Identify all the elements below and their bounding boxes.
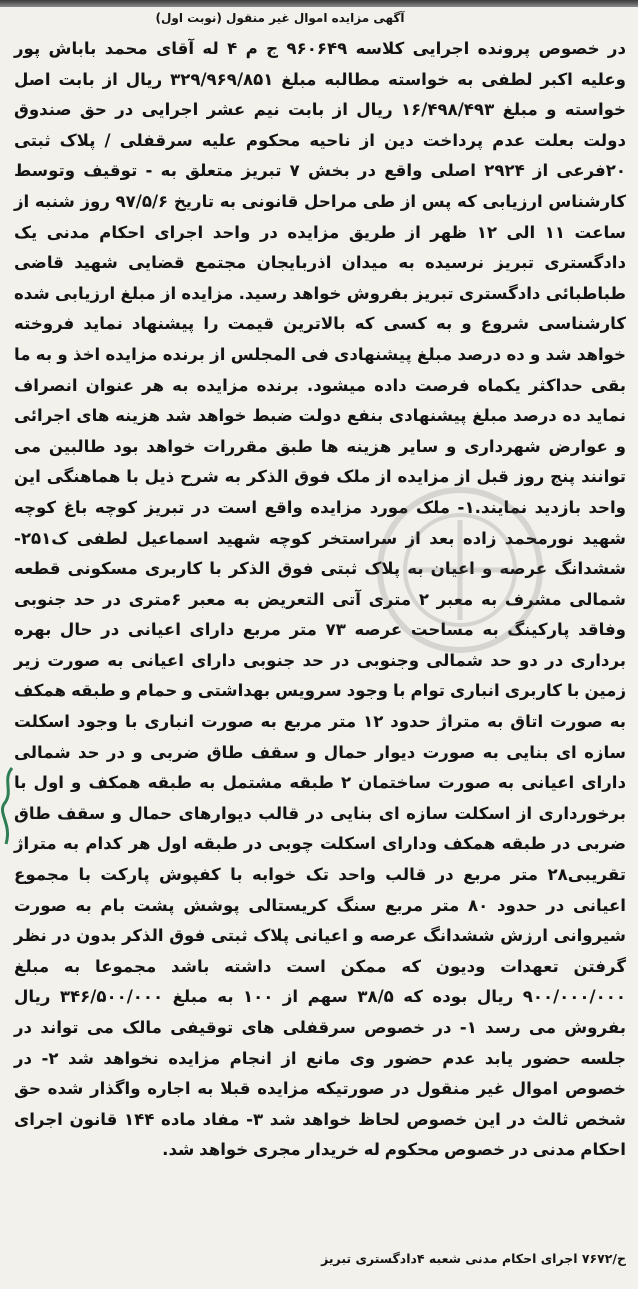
notice-footer: ح/۷۶۷۲ اجرای احکام مدنی شعبه ۴دادگستری تبریز — [321, 1251, 626, 1266]
notice-title: آگهی مزایده اموال غیر منقول (نوبت اول) — [155, 11, 405, 25]
margin-pen-mark-icon — [0, 766, 16, 846]
notice-body: در خصوص پرونده اجرایی کلاسه ۹۶۰۶۴۹ ج م ۴ له آقای محمد باباش پور وعلیه اکبر لطفی به خواسته مطالبه مبلغ ۳۲۹/۹۶۹/۸۵۱ ریال از بابت اصل خواسته و مبلغ ۱۶/۴۹۸/۴۹۳ ریال از بابت نیم عشر اجرایی در حق صندوق دولت بعلت عدم پرداخت دین از ناحیه محکوم علیه سرقفلی / پلاک ثبتی ۲۰فرعی از ۲۹۲۴ اصلی واقع در بخش ۷ تبریز متعلق به - توقیف وتوسط کارشناس ارزیابی که پس از طی مراحل قانونی به تاریخ ۹۷/۵/۶ روز شنبه از ساعت ۱۱ الی ۱۲ ظهر از طریق مزایده در واحد اجرای احکام مدنی یک دادگستری تبریز نرسیده به میدان اذربایجان مجتمع قضایی شهید قاضی طباطبائی دادگستری تبریز بفروش خواهد رسید. مزایده از مبلغ ارزیابی شده کارشناسی شروع و به کسی که بالاترین قیمت را پیشنهاد نماید فروخته خواهد شد و ده درصد مبلغ پیشنهادی فی المجلس از برنده مزایده اخذ و به ما بقی حداکثر یکماه فرصت داده میشود. برنده مزایده به هر عنوان انصراف نماید ده درصد مبلغ پیشنهادی بنفع دولت ضبط خواهد شد هزینه های اجرائی و عوارض شهرداری و سایر هزینه ها طبق مقررات خواهد بود طالبین می توانند پنج روز قبل از مزایده از ملک فوق الذکر به شرح ذیل با هماهنگی این واحد بازدید نمایند.۱- ملک مورد مزایده واقع است در تبریز کوچه باغ کوچه شهید نورمحمد زاده بعد از سراستخر کوچه شهید اسماعیل لطفی ک۲۵۱-ششدانگ عرصه و اعیان به پلاک ثبتی فوق الذکر با کاربری مسکونی قطعه شمالی مشرف به معبر ۲ متری آتی التعریض به معبر ۶متری در حد جنوبی وفاقد پارکینگ به مساحت عرصه ۷۳ متر مربع دارای اعیانی در حال بهره برداری در دو حد شمالی وجنوبی در حد جنوبی دارای اعیانی به صورت زیر زمین با کاربری انباری توام با وجود سرویس بهداشتی و حمام و طبقه همکف به صورت اتاق به متراژ حدود ۱۲ متر مربع به صورت انباری با وجود اسکلت سازه ای بنایی به صورت دیوار حمال و سقف طاق ضربی و در حد شمالی دارای اعیانی به صورت ساختمان ۲ طبقه مشتمل به طبقه همکف و اول با برخورداری از اسکلت سازه ای بنایی در قالب دیوارهای حمال و سقف طاق ضربی در طبقه همکف ودارای اسکلت چوبی در طبقه اول هر کدام به متراژ تقریبی۲۸ متر مربع در قالب واحد تک خوابه با کفپوش پارکت با مجموع اعیانی در حدود ۸۰ متر مربع سنگ کریستالی پوشش پشت بام به صورت شیروانی ارزش ششدانگ عرصه و اعیانی پلاک ثبتی فوق الذکر بدون در نظر گرفتن تعهدات ودیون که ممکن است داشته باشد مجموعا به مبلغ ۹۰۰/۰۰۰/۰۰۰ ریال بوده که ۳۸/۵ سهم از ۱۰۰ به مبلغ ۳۴۶/۵۰۰/۰۰۰ ریال بفروش می رسد ۱- در خصوص سرقفلی های توقیفی مالک می تواند در جلسه حضور یابد عدم حضور وی مانع از انجام مزایده نخواهد شد ۲- در خصوص اموال غیر منقول در صورتیکه مزایده قبلا به اجاره واگذار شده حق شخص ثالث در این خصوص لحاظ خواهد شد ۳- مفاد ماده ۱۴۴ قانون اجرای احکام مدنی در خصوص محکوم له خریدار مجری خواهد شد. — [14, 39, 626, 1160]
top-border-rule — [0, 0, 638, 7]
